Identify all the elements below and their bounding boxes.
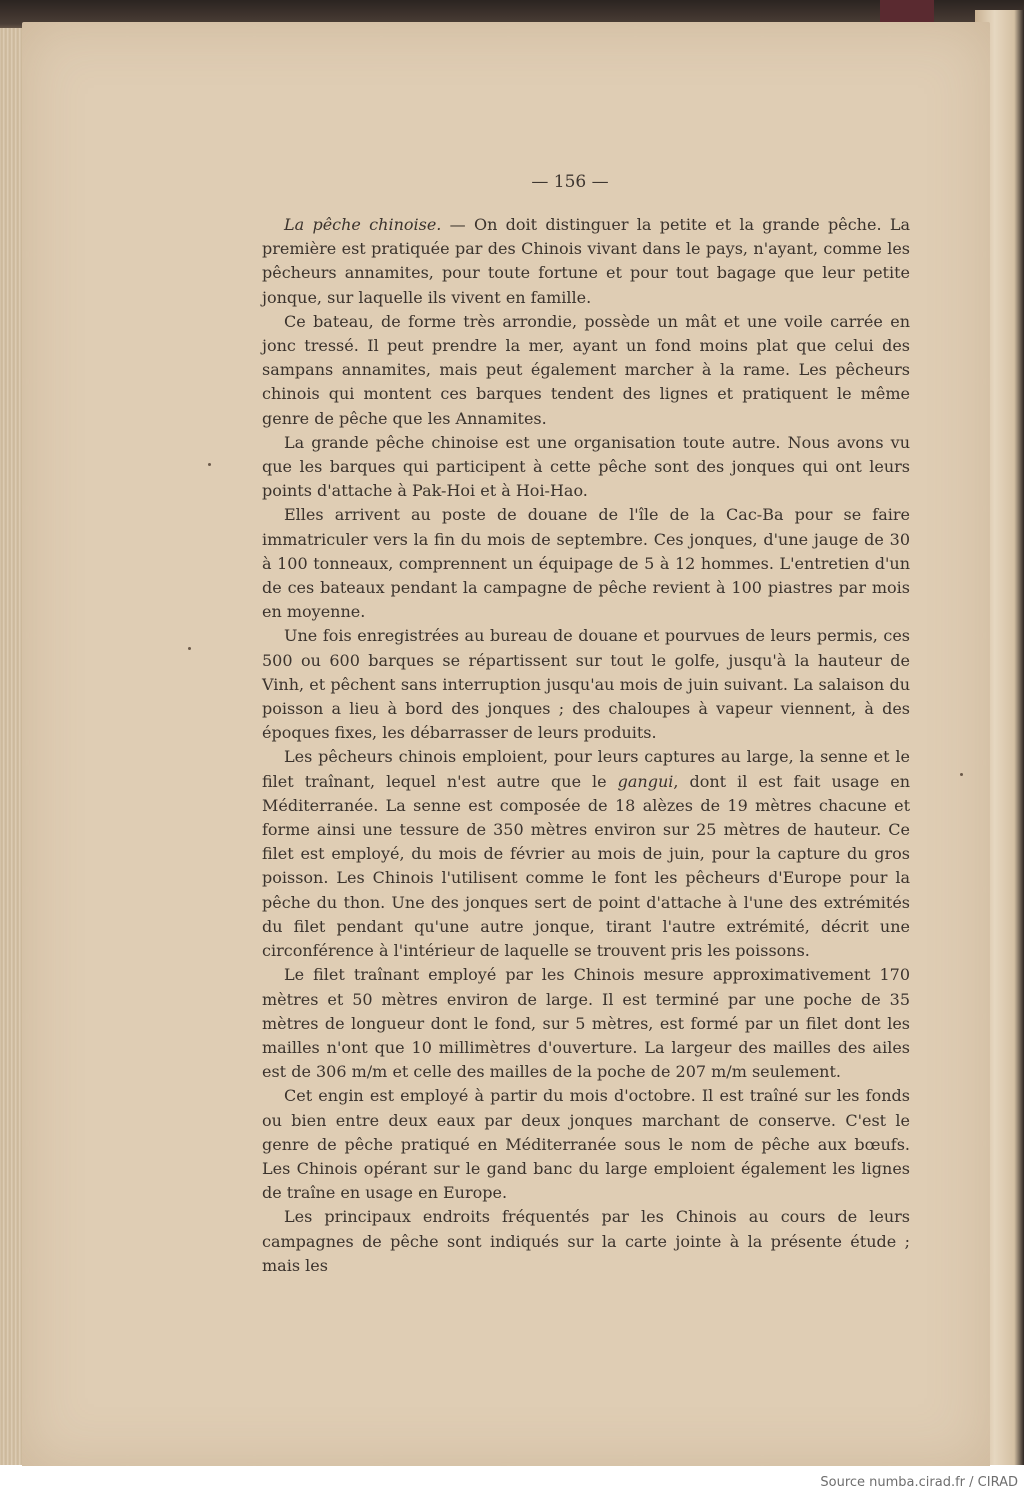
paper-spot bbox=[208, 463, 211, 466]
paragraph-6-text-before: Les pêcheurs chinois emploient, pour leurs captures au large, la senne et le filet traînant, lequel n'est autre que le bbox=[262, 747, 910, 791]
paragraph-9: Les principaux endroits fréquentés par les Chinois au cours de leurs campagnes de pêche sont indiqués sur la carte jointe à la présente étude ; mais les bbox=[262, 1207, 910, 1275]
paragraph-5: Une fois enregistrées au bureau de douane et pourvues de leurs permis, ces 500 ou 600 barques se répartissent sur tout le golfe, jusqu'à la hauteur de Vinh, et pêchent sans interruption jusqu'au mois de juin suivant. La salaison du poisson a lieu à bord des jonques ; des chaloupes à vapeur viennent, à des époques fixes, les débarrasser de leurs produits. bbox=[262, 626, 910, 743]
paper-spot bbox=[960, 773, 963, 776]
body-text bbox=[262, 213, 910, 1278]
source-credit: Source numba.cirad.fr / CIRAD bbox=[820, 1475, 1018, 1490]
paragraph-8: Cet engin est employé à partir du mois d'octobre. Il est traîné sur les fonds ou bien entre deux eaux par deux jonques marchant de conserve. C'est le genre de pêche pratiqué en Méditerranée sous le nom de pêche aux bœufs. Les Chinois opérant sur le gand banc du large emploient également les lignes de traîne en usage en Europe. bbox=[262, 1086, 910, 1203]
paragraph-2: Ce bateau, de forme très arrondie, possède un mât et une voile carrée en jonc tressé. Il peut prendre la mer, ayant un fond moins plat que celui des sampans annamites, mais peut également marcher à la rame. Les pêcheurs chinois qui montent ces barques tendent des lignes et pratiquent le même genre de pêche que les Annamites. bbox=[262, 311, 910, 428]
paragraph-6 bbox=[262, 745, 910, 963]
section-heading: La pêche chinoise. bbox=[284, 215, 442, 234]
paragraph-6-text-after: , dont il est fait usage en Méditerranée. La senne est composée de 18 alèzes de 19 mètres chacune et forme ainsi une tessure de 350 mètres environ sur 25 mètres de hauteur. Ce filet est employé, du mois de février au mois de juin, pour la capture du gros poisson. Les Chinois l'utilisent comme le font les pêcheurs d'Europe pour la pêche du thon. Une des jonques sert de point d'attache à l'une des extrémités du filet pendant qu'une autre jonque, tirant l'autre extrémité, décrit une circonférence à l'intérieur de laquelle se trouvent pris les poissons. bbox=[262, 771, 910, 961]
page-number: — 156 — bbox=[531, 172, 609, 192]
paragraph-1 bbox=[262, 213, 910, 310]
binding-tab bbox=[880, 0, 934, 22]
paragraph-3: La grande pêche chinoise est une organisation toute autre. Nous avons vu que les barques qui participent à cette pêche sont des jonques qui ont leurs points d'attache à Pak-Hoi et à Hoi-Hao. bbox=[262, 432, 910, 501]
gangui-term: gangui bbox=[617, 771, 674, 791]
paragraph-4: Elles arrivent au poste de douane de l'île de la Cac-Ba pour se faire immatriculer vers la fin du mois de septembre. Ces jonques, d'une jauge de 30 à 100 tonneaux, comprennent un équipage de 5 à 12 hommes. L'entretien d'un de ces bateaux pendant la campagne de pêche revient à 100 piastres par mois en moyenne. bbox=[262, 505, 910, 622]
paragraph-7: Le filet traînant employé par les Chinois mesure approximativement 170 mètres et 50 mètres environ de large. Il est terminé par une poche de 35 mètres de longueur dont le fond, sur 5 mètres, est formé par un filet dont les mailles n'ont que 10 millimètres d'ouverture. La largeur des mailles des ailes est de 306 m/m et celle des mailles de la poche de 207 m/m seulement. bbox=[262, 965, 910, 1082]
paper-spot bbox=[188, 647, 191, 650]
paragraph-1-text: — On doit distinguer la petite et la grande pêche. La première est pratiquée par des Chinois vivant dans le pays, n'ayant, comme les pêcheurs annamites, pour toute fortune et pour tout bagage que leur petite jonque, sur laquelle ils vivent en famille. bbox=[262, 215, 910, 307]
